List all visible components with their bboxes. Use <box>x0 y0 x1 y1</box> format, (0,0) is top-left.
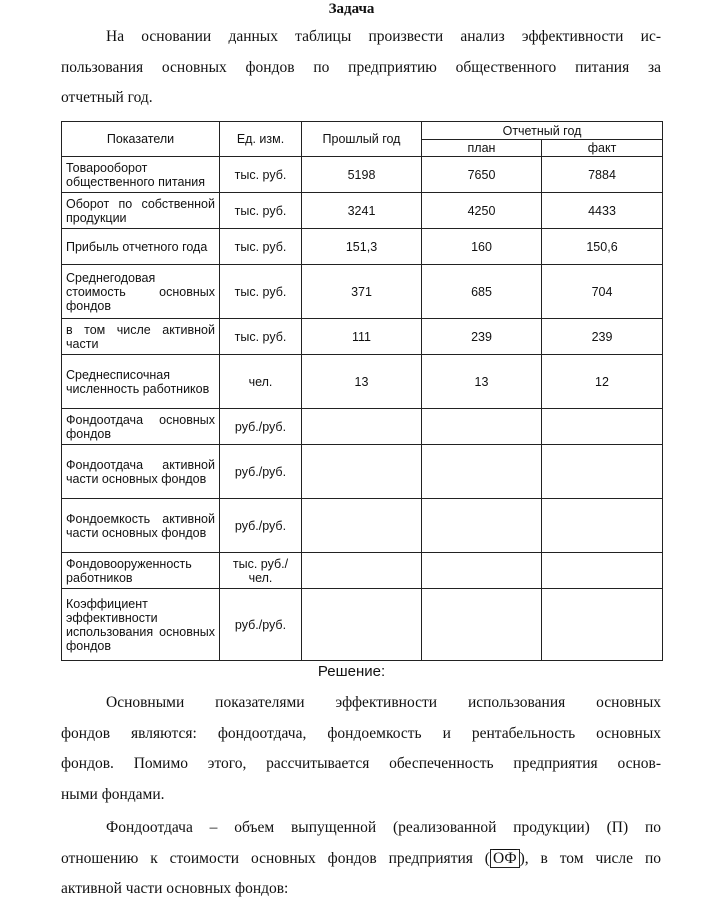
row-prev-year-value: 371 <box>302 265 422 319</box>
table-row <box>62 553 663 589</box>
row-prev-year-value <box>302 499 422 553</box>
row-indicator-name: Оборот по собственной продукции <box>62 193 220 229</box>
row-fact-value <box>542 589 663 661</box>
row-fact-value: 7884 <box>542 157 663 193</box>
row-indicator-name: Прибыль отчетного года <box>62 229 220 265</box>
row-plan-value <box>422 589 542 661</box>
intro-paragraph <box>61 22 661 114</box>
table-row <box>62 157 663 193</box>
task-title: Задача <box>328 1 375 17</box>
row-fact-value: 704 <box>542 265 663 319</box>
intro-line: пользования основных фондов по предприятию общественного питания за <box>61 58 661 76</box>
row-prev-year-value: 111 <box>302 319 422 355</box>
table-row <box>62 193 663 229</box>
row-plan-value: 239 <box>422 319 542 355</box>
row-fact-value: 4433 <box>542 193 663 229</box>
table-row <box>62 355 663 409</box>
row-prev-year-value <box>302 409 422 445</box>
row-prev-year-value: 5198 <box>302 157 422 193</box>
line-text: ), в том числе по <box>519 849 661 867</box>
row-fact-value <box>542 409 663 445</box>
paragraph-line: фондов. Помимо этого, рассчитывается обеспеченность предприятия основ- <box>61 755 661 772</box>
table-row <box>62 319 663 355</box>
row-unit: руб./руб. <box>220 499 302 553</box>
paragraph-line: Фондоотдача – объем выпущенной (реализованной продукции) (П) по <box>106 819 661 836</box>
row-fact-value: 239 <box>542 319 663 355</box>
paragraph-line: Основными показателями эффективности использования основных <box>106 694 661 711</box>
table-row <box>62 589 663 661</box>
row-plan-value <box>422 499 542 553</box>
table-row <box>62 445 663 499</box>
header-fact: факт <box>542 140 663 157</box>
row-fact-value: 12 <box>542 355 663 409</box>
row-prev-year-value: 13 <box>302 355 422 409</box>
header-report-year: Отчетный год <box>422 122 663 140</box>
row-unit: тыс. руб./чел. <box>220 553 302 589</box>
paragraph-line <box>61 844 661 875</box>
row-fact-value <box>542 445 663 499</box>
table-row <box>62 499 663 553</box>
paragraph-line: ными фондами. <box>61 785 165 803</box>
table-row <box>62 229 663 265</box>
intro-line: На основании данных таблицы произвести анализ эффективности ис- <box>106 28 661 45</box>
row-unit: тыс. руб. <box>220 319 302 355</box>
row-fact-value <box>542 553 663 589</box>
row-indicator-name: Фондоотдача основных фондов <box>62 409 220 445</box>
row-prev-year-value: 151,3 <box>302 229 422 265</box>
row-plan-value: 4250 <box>422 193 542 229</box>
row-indicator-name: Фондовооруженность работников <box>62 553 220 589</box>
row-plan-value <box>422 553 542 589</box>
paragraph-line: фондов являются: фондоотдача, фондоемкость и рентабельность основных <box>61 724 661 742</box>
fixed-assets-symbol: ОФ <box>490 849 520 868</box>
row-indicator-name: Фондоемкость активной части основных фондов <box>62 499 220 553</box>
header-indicator: Показатели <box>62 122 220 157</box>
row-unit: чел. <box>220 355 302 409</box>
header-plan: план <box>422 140 542 157</box>
header-prev-year: Прошлый год <box>302 122 422 157</box>
row-plan-value: 160 <box>422 229 542 265</box>
table-row <box>62 409 663 445</box>
row-unit: тыс. руб. <box>220 229 302 265</box>
row-plan-value <box>422 445 542 499</box>
row-indicator-name: Коэффициент эффективности использования основных фондов <box>62 589 220 661</box>
row-prev-year-value <box>302 553 422 589</box>
row-prev-year-value: 3241 <box>302 193 422 229</box>
row-prev-year-value <box>302 589 422 661</box>
row-fact-value: 150,6 <box>542 229 663 265</box>
row-unit: руб./руб. <box>220 445 302 499</box>
header-unit: Ед. изм. <box>220 122 302 157</box>
row-prev-year-value <box>302 445 422 499</box>
paragraph-line: активной части основных фондов: <box>61 880 289 897</box>
row-unit: руб./руб. <box>220 589 302 661</box>
row-indicator-name: Фондоотдача активной части основных фондов <box>62 445 220 499</box>
row-plan-value: 685 <box>422 265 542 319</box>
solution-paragraph-2 <box>61 813 661 905</box>
row-plan-value <box>422 409 542 445</box>
solution-paragraph-1 <box>61 688 661 810</box>
row-indicator-name: Среднесписочная численность работников <box>62 355 220 409</box>
line-text: отношению к стоимости основных фондов предприятия ( <box>61 849 490 867</box>
row-plan-value: 13 <box>422 355 542 409</box>
indicators-table <box>61 121 663 661</box>
row-indicator-name: Товарооборот общественного питания <box>62 157 220 193</box>
table-row <box>62 265 663 319</box>
row-unit: тыс. руб. <box>220 265 302 319</box>
row-plan-value: 7650 <box>422 157 542 193</box>
solution-heading: Решение: <box>317 663 386 680</box>
row-fact-value <box>542 499 663 553</box>
row-indicator-name: Среднегодовая стоимость основных фондов <box>62 265 220 319</box>
row-unit: тыс. руб. <box>220 193 302 229</box>
intro-line: отчетный год. <box>61 89 153 106</box>
row-unit: тыс. руб. <box>220 157 302 193</box>
row-indicator-name: в том числе активной части <box>62 319 220 355</box>
row-unit: руб./руб. <box>220 409 302 445</box>
